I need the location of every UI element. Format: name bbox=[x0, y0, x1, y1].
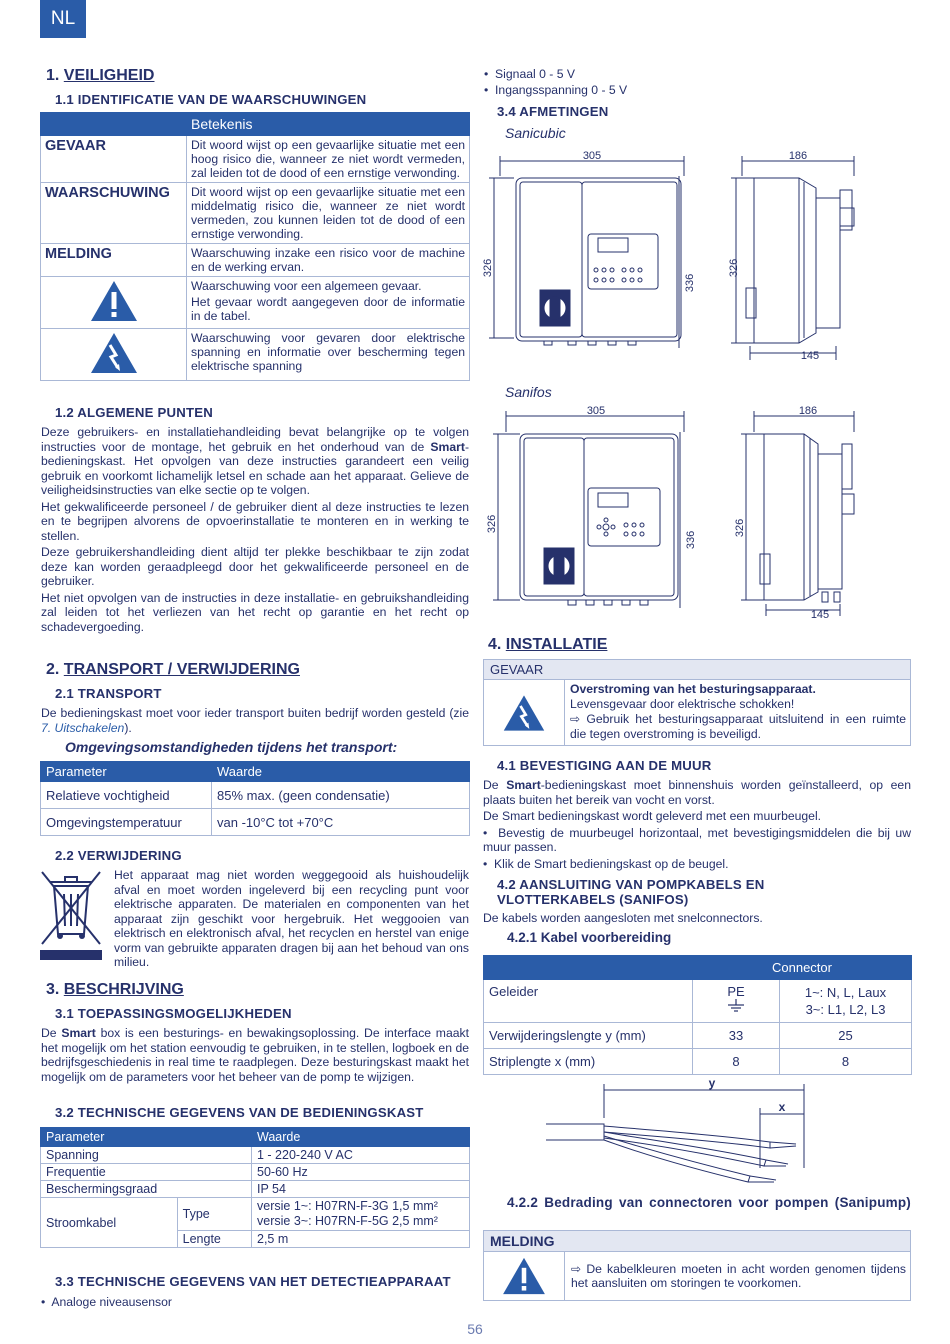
table-row: Stroomkabel Type versie 1~: H07RN-F-3G 1,5 mm² versie 3~: H07RN-F-5G 2,5 mm² bbox=[41, 1198, 470, 1231]
sanifos-label: Sanifos bbox=[505, 384, 552, 400]
danger-title: Overstroming van het besturingsapparaat. bbox=[570, 682, 816, 696]
dim-depth: 186 bbox=[788, 150, 808, 162]
dim-height-left: 326 bbox=[486, 514, 498, 534]
list-item: • Bevestig de muurbeugel horizontaal, met bevestigingsmiddelen die bij uw muur passen. bbox=[483, 825, 911, 854]
general-warning-icon bbox=[501, 1256, 547, 1296]
description-paragraph: De Smart box is een besturings- en bewakingsoplossing. De interface maakt het mogelijk om het station eenvoudig te gebruiken, in te stellen, logboek en de bedrijfsgeschiedenis in real time te raadplegen. Deze besturingskast maakt het mogelijk om de parameters voor het beheer van de pomp te wijzigen. bbox=[41, 1026, 469, 1084]
dim-height-total: 336 bbox=[684, 273, 696, 293]
section-2-heading: 2. TRANSPORT / VERWIJDERING bbox=[46, 661, 300, 678]
list-item: • Ingangsspanning 0 - 5 V bbox=[484, 83, 628, 97]
table-row bbox=[41, 244, 470, 277]
dim-height-total: 336 bbox=[685, 530, 697, 550]
term-melding: MELDING bbox=[41, 244, 187, 277]
weee-bin-icon bbox=[40, 868, 102, 960]
table-row bbox=[41, 329, 470, 381]
connector-table: Connector Geleider PE 1~: N, L, Laux 3~: L1, L2, L3 Verwijderingslengte y (mm) 33 25 Striplengte x (mm) 8 8 bbox=[483, 955, 912, 1075]
dim-height-left: 326 bbox=[482, 258, 494, 278]
general-warning-icon bbox=[89, 279, 139, 323]
wall-mount-text: De Smart-bedieningskast moet binnenshuis worden geïnstalleerd, op een plaats buiten het bereik van vocht en vorst. De Smart bedieningskast wordt geleverd met een muurbeugel. • Bevestig de muurbeugel horizontaal, met bevestigingsmiddelen die bij uw muur passen. • Klik de Smart bedieningskast op de beugel. bbox=[483, 778, 911, 871]
electric-warning-desc: Waarschuwing voor gevaren door elektrische spanning en informatie over bescherming tegen elektrische spanning bbox=[187, 329, 470, 381]
section-title: VEILIGHEID bbox=[63, 67, 155, 84]
electric-warning-icon bbox=[89, 331, 139, 375]
table-row: Spanning 1 - 220-240 V AC bbox=[41, 1147, 470, 1164]
list-item: • Signaal 0 - 5 V bbox=[484, 67, 575, 81]
warning-table bbox=[40, 112, 470, 381]
subsection-4-2: 4.2 AANSLUITING VAN POMPKABELS EN VLOTTERKABELS (SANIFOS) bbox=[497, 877, 765, 907]
paragraph: Deze gebruikers- en installatiehandleiding bevat belangrijke op te volgen instructies voor de montage, het gebruik en het onderhoud van de Smart-bedieningskast. Het opvolgen van deze instructies garandeert een veilig gebruik en voorkomt lichamelijk letsel en schade aan het apparaat. Gelieve de veiligheidsinstructies van elke sectie op te volgen. bbox=[41, 425, 469, 497]
section-num: 1. bbox=[46, 67, 60, 84]
env-title: Omgevingsomstandigheden tijdens het transport: bbox=[65, 739, 398, 755]
link-uitschakelen[interactable]: 7. Uitschakelen bbox=[41, 720, 125, 735]
notice-label: MELDING bbox=[483, 1230, 911, 1252]
table-row: Verwijderingslengte y (mm) 33 25 bbox=[484, 1023, 912, 1049]
term-gevaar: GEVAAR bbox=[41, 136, 187, 183]
paragraph: Het gekwalificeerde personeel / de gebruiker dient al deze instructies te lezen en te begrijpen alvorens de opvoerinstallatie te monteren en in werking te stellen. bbox=[41, 499, 469, 543]
general-points bbox=[41, 425, 469, 634]
desc-waarschuwing: Dit woord wijst op een gevaarlijke situatie met een middelmatig risico die, wanneer ze niet wordt vermeden, zou kunnen leiden tot de dood of een ernstige verwonding. bbox=[187, 183, 470, 244]
dim-y: y bbox=[708, 1076, 716, 1090]
page-number: 56 bbox=[467, 1321, 483, 1337]
language-tab: NL bbox=[40, 0, 86, 38]
electric-warning-icon bbox=[502, 693, 546, 733]
sanicubic-dimension-drawing bbox=[484, 148, 864, 363]
table-header bbox=[41, 113, 470, 136]
paragraph: Het niet opvolgen van de instructies in deze installatie- en gebruikshandleiding zal leiden tot het verliezen van het recht op garantie en het recht op schadevergoeding. bbox=[41, 590, 469, 634]
danger-line2: ⇨ Gebruik het besturingsapparaat uitsluitend in een ruimte die tegen overstroming is beveiligd. bbox=[570, 712, 906, 741]
table-row: Striplengte x (mm) 8 8 bbox=[484, 1049, 912, 1075]
subsection-3-1: 3.1 TOEPASSINGSMOGELIJKHEDEN bbox=[55, 1006, 292, 1021]
term-waarschuwing: WAARSCHUWING bbox=[41, 183, 187, 244]
header-meaning: Betekenis bbox=[187, 113, 470, 136]
connectors-paragraph: De kabels worden aangesloten met snelconnectors. bbox=[483, 911, 763, 925]
paragraph: Deze gebruikershandleiding dient altijd ter plekke beschikbaar te zijn zodat deze kan worden geraadpleegd door het gekwalificeerde personeel en de gebruiker. bbox=[41, 545, 469, 588]
table-row bbox=[41, 277, 470, 329]
table-row bbox=[41, 183, 470, 244]
table-row: Lengte 2,5 m bbox=[41, 1231, 470, 1248]
transport-paragraph: De bedieningskast moet voor ieder transport buiten bedrijf worden gesteld (zie 7. Uitschakelen). bbox=[41, 706, 469, 735]
list-item: • Analoge niveausensor bbox=[41, 1295, 172, 1309]
dim-height-side: 326 bbox=[734, 518, 746, 538]
sanifos-dimension-drawing bbox=[484, 404, 864, 622]
table-row: Relatieve vochtigheid 85% max. (geen condensatie) bbox=[41, 782, 470, 809]
subsection-4-2-1: 4.2.1 Kabel voorbereiding bbox=[507, 930, 672, 945]
table-row bbox=[41, 136, 470, 183]
table-row: Omgevingstemperatuur van -10°C tot +70°C bbox=[41, 809, 470, 836]
section-4-heading: 4. INSTALLATIE bbox=[488, 636, 608, 653]
subsection-2-1: 2.1 TRANSPORT bbox=[55, 686, 162, 701]
subsection-3-4: 3.4 AFMETINGEN bbox=[497, 104, 609, 119]
table-row: Frequentie 50-60 Hz bbox=[41, 1164, 470, 1181]
table-row: Beschermingsgraad IP 54 bbox=[41, 1181, 470, 1198]
dim-depth: 186 bbox=[798, 405, 818, 417]
desc-gevaar: Dit woord wijst op een gevaarlijke situatie met een hoog risico die, wanneer ze niet wordt vermeden, zal leiden tot de dood of een ernstige verwonding. bbox=[187, 136, 470, 183]
subsection-3-3: 3.3 TECHNISCHE GEGEVENS VAN HET DETECTIEAPPARAAT bbox=[55, 1274, 451, 1289]
subsection-1-1: 1.1 IDENTIFICATIE VAN DE WAARSCHUWINGEN bbox=[55, 92, 367, 107]
danger-box bbox=[483, 659, 911, 746]
dim-x: x bbox=[778, 1100, 786, 1114]
cable-stripping-diagram bbox=[540, 1078, 810, 1188]
disposal-paragraph: Het apparaat mag niet worden weggegooid als huishoudelijk afval en moet worden ingeleverd bij een recycling punt voor elektrische apparaten. De materialen en componenten van het apparaat zijn geschikt voor hergebruik. Het weggooien van elektrisch en elektronisch afval, het recyclen en herstel van enige vorm van gebruikte apparaten dragen bij aan het behoud van ons milieu. bbox=[114, 868, 469, 969]
dim-height-side: 326 bbox=[728, 258, 740, 278]
table-row: Geleider PE 1~: N, L, Laux 3~: L1, L2, L3 bbox=[484, 980, 912, 1023]
danger-label: GEVAAR bbox=[483, 659, 911, 680]
transport-table: Parameter Waarde Relatieve vochtigheid 85% max. (geen condensatie) Omgevingstemperatuur van -10°C tot +70°C bbox=[40, 761, 470, 836]
dim-depth-bottom: 145 bbox=[800, 350, 820, 362]
dim-width: 305 bbox=[582, 150, 602, 162]
sanicubic-label: Sanicubic bbox=[505, 125, 566, 141]
subsection-4-1: 4.1 BEVESTIGING AAN DE MUUR bbox=[497, 758, 712, 773]
danger-line1: Levensgevaar door elektrische schokken! bbox=[570, 697, 795, 711]
notice-box bbox=[483, 1230, 911, 1301]
dim-depth-bottom: 145 bbox=[810, 609, 830, 621]
tech-table: Parameter Waarde Spanning 1 - 220-240 V AC Frequentie 50-60 Hz Beschermingsgraad IP 54 Stroomkabel Type versie 1~: H07RN-F-3G 1,5 mm² versie 3~: H07RN-F-5G 2,5 mm² Lengte 2,5 m bbox=[40, 1127, 470, 1248]
desc-melding: Waarschuwing inzake een risico voor de machine en de werking ervan. bbox=[187, 244, 470, 277]
general-warning-line1: Waarschuwing voor een algemeen gevaar. bbox=[191, 279, 422, 293]
notice-text: ⇨ De kabelkleuren moeten in acht worden genomen tijdens het aansluiten om storingen te voorkomen. bbox=[571, 1262, 906, 1290]
subsection-3-2: 3.2 TECHNISCHE GEGEVENS VAN DE BEDIENINGSKAST bbox=[55, 1105, 424, 1120]
subsection-2-2: 2.2 VERWIJDERING bbox=[55, 848, 182, 863]
ground-icon bbox=[726, 999, 746, 1013]
subsection-1-2: 1.2 ALGEMENE PUNTEN bbox=[55, 405, 213, 420]
section-3-heading: 3. BESCHRIJVING bbox=[46, 981, 184, 998]
subsection-4-2-2: 4.2.2 Bedrading van connectoren voor pompen (Sanipump) bbox=[507, 1195, 911, 1210]
dim-width: 305 bbox=[586, 405, 606, 417]
list-item: • Klik de Smart bedieningskast op de beugel. bbox=[483, 856, 729, 871]
section-1-heading bbox=[46, 67, 154, 85]
general-warning-line2: Het gevaar wordt aangegeven door de informatie in de tabel. bbox=[191, 295, 465, 323]
